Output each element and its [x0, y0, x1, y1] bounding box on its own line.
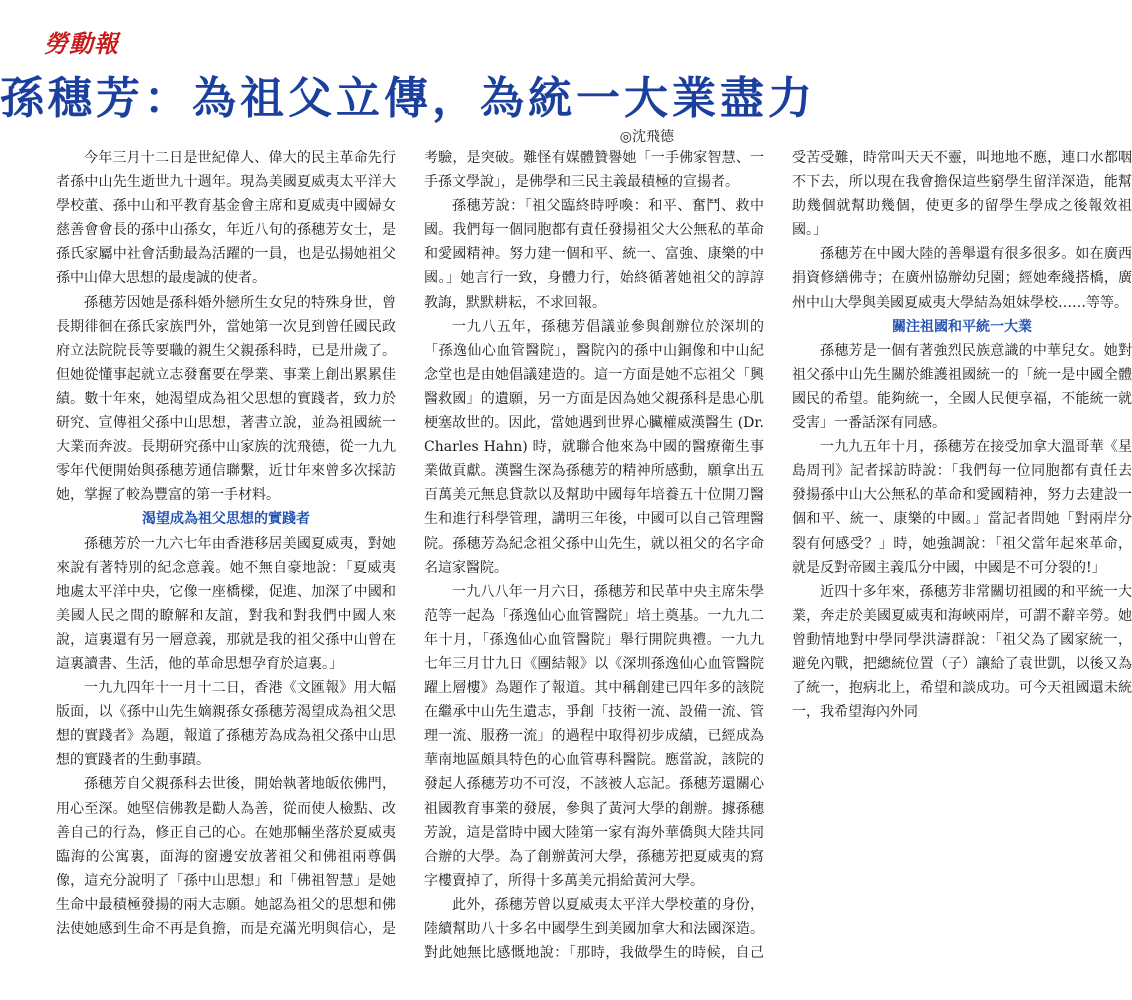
article-paragraph: 一九九四年十一月十二日，香港《文匯報》用大幅版面，以《孫中山先生嫡親孫女孫穗芳渴望成為祖父思想的實踐者》為題，報道了孫穗芳為成為祖父孫中山思想的實踐者的生動事蹟。 — [56, 680, 396, 769]
article-paragraph: 孫穗芳在中國大陸的善舉還有很多很多。如在廣西捐資修繕佛寺；在廣州協辦幼兒園；經她牽綫搭橋，廣州中山大學與美國夏威夷大學結為姐妹學校……等等。 — [792, 246, 1132, 311]
article-paragraph: 孫穗芳因她是孫科婚外戀所生女兒的特殊身世，曾長期徘徊在孫氏家族門外，當她第一次見到曾任國民政府立法院院長等要職的親生父親孫科時，已是卅歲了。但她從懂事起就立志發奮要在學業、事業上創出累累佳績。數十年來，她渴望成為祖父思想的實踐者，致力於研究、宣傳祖父孫中山思想，著書立說，並為祖國統一大業而奔波。長期研究孫中山家族的沈飛德，從一九九零年代便開始與孫穗芳通信聯繫，近廿年來曾多次採訪她，掌握了較為豐富的第一手材料。 — [56, 294, 396, 504]
section-heading: 關注祖國和平統一大業 — [892, 318, 1032, 335]
section-tag: 勞動報 — [44, 29, 119, 58]
article-headline: 孫穗芳：為祖父立傳，為統一大業盡力 — [0, 73, 816, 124]
section-heading: 渴望成為祖父思想的實踐者 — [142, 511, 310, 528]
article-paragraph: 孫穗芳自父親孫科去世後，開始執著地皈依佛門，用心至深。她堅信佛教是勸人為善，從而使人檢點、改善自己的行為，修正自己的心。在她那輛坐落於夏威夷臨海的公寓裏，面海的窗邊安放著祖父和佛祖兩尊偶像，這充分說明了「孫中山思想」和「佛祖智慧」是她生命中最積極發揚的兩大志願。她認為祖父的思想和佛法使她感到生命不再是負擔，而是充滿光明與信心，是考驗，是突破。難怪有媒體贊譽她「一手佛家智慧、一手孫文學說」，是佛學和三民主義最積極的宣揚者。 — [56, 150, 764, 937]
article-paragraph: 孫穗芳是一個有著強烈民族意識的中華兒女。她對祖父孫中山先生關於維護祖國統一的「統一是中國全體國民的希望。能夠統一，全國人民便享福，不能統一就受害」一番話深有同感。 — [792, 342, 1132, 432]
article-paragraph: 近四十多年來，孫穗芳非常關切祖國的和平統一大業，奔走於美國夏威夷和海峽兩岸，可謂不辭辛勞。她曾動情地對中學同學洪濤群說：「祖父為了國家統一，避免內戰，把總統位置（子）讓給了袁世凱，以後又為了統一，抱病北上，希望和談成功。可今天祖國還未統一，我希望海內外同 — [792, 583, 1132, 721]
article-paragraph: 今年三月十二日是世紀偉人、偉大的民主革命先行者孫中山先生逝世九十週年。現為美國夏威夷太平洋大學校董、孫中山和平教育基金會主席和夏威夷中國婦女慈善會會長的孫中山孫女，年近八旬的孫穗芳女士，是孫氏家屬中社會活動最為活躍的一員，也是弘揚她祖父孫中山偉大思想的最虔誠的使者。 — [56, 150, 396, 287]
author-byline: ◎沈飛德 — [619, 129, 674, 145]
article-paragraph: 孫穗芳於一九六七年由香港移居美國夏威夷，對她來說有著特別的紀念意義。她不無自豪地說：「夏威夷地處太平洋中央，它像一座橋樑，促進、加深了中國和美國人民之間的瞭解和友誼，對我和對我們中國人來說，這裏還有另一層意義，那就是我的祖父孫中山曾在這裏讀書、生活，他的革命思想孕育於這裏。」 — [56, 535, 396, 672]
article-paragraph: 一九八八年一月六日，孫穗芳和民革中央主席朱學范等一起為「孫逸仙心血管醫院」培土奠基。一九九二年十月，「孫逸仙心血管醫院」舉行開院典禮。一九九七年三月廿九日《團結報》以《深圳孫逸仙心血管醫院躍上層樓》為題作了報道。其中稱創建已四年多的該院在繼承中山先生遺志，爭創「技術一流、設備一流、管理一流、服務一流」的過程中取得初步成績，已經成為華南地區頗具特色的心血管專科醫院。應當說，該院的發起人孫穗芳功不可沒，不該被人忘記。孫穗芳還關心祖國教育事業的發展，參與了黃河大學的創辦。據孫穗芳說，這是當時中國大陸第一家有海外華僑與大陸共同合辦的大學。為了創辦黃河大學，孫穗芳把夏威夷的寫字樓賣掉了，所得十多萬美元捐給黃河大學。 — [424, 583, 764, 889]
article-body — [56, 146, 1132, 986]
article-paragraph: 孫穗芳說：「祖父臨終時呼喚：和平、奮鬥、救中國。我們每一個同胞都有責任發揚祖父大公無私的革命和愛國精神。努力建一個和平、統一、富強、康樂的中國。」她言行一致，身體力行，始終循著她祖父的諄諄教誨，默默耕耘，不求回報。 — [424, 198, 764, 311]
article-paragraph: 一九八五年，孫穗芳倡議並參與創辦位於深圳的「孫逸仙心血管醫院」，醫院內的孫中山銅像和中山紀念堂也是由她倡議建造的。這一方面是她不忘祖父「興醫救國」的遺願，另一方面是因為她父親孫科是患心肌梗塞故世的。因此，當她遇到世界心臟權威漢醫生 (Dr. Charles Hahn) 時，就聯合他來為中國的醫療衛生事業做貢獻。漢醫生深為孫穗芳的精神所感動，願拿出五百萬美元無息貸款以及幫助中國每年培養五十位開刀醫生和進行科學管理，講明三年後，中國可以自己管理醫院。孫穗芳為紀念祖父孫中山先生，就以祖父的名字命名這家醫院。 — [424, 318, 764, 576]
article-paragraph: 一九九五年十月，孫穗芳在接受加拿大溫哥華《星島周刊》記者採訪時說：「我們每一位同胞都有責任去發揚孫中山大公無私的革命和愛國精神，努力去建設一個和平、統一、康樂的中國。」當記者問她「對兩岸分裂有何感受？」時，她強調說：「祖父當年起來革命，就是反對帝國主義瓜分中國，中國是不可分裂的!」 — [792, 439, 1132, 576]
article-paragraph: 此外，孫穗芳曾以夏威夷太平洋大學校董的身份，陸續幫助八十多名中國學生到美國加拿大和法國深造。對此她無比感慨地說：「那時，我做學生的時候，自己受苦受難，時常叫天天不靈，叫地地不應，連口水都咽不下去，所以現在我會擔保這些窮學生留洋深造，能幫助幾個就幫助幾個，使更多的留學生學成之後報效祖國。」 — [424, 150, 1132, 962]
